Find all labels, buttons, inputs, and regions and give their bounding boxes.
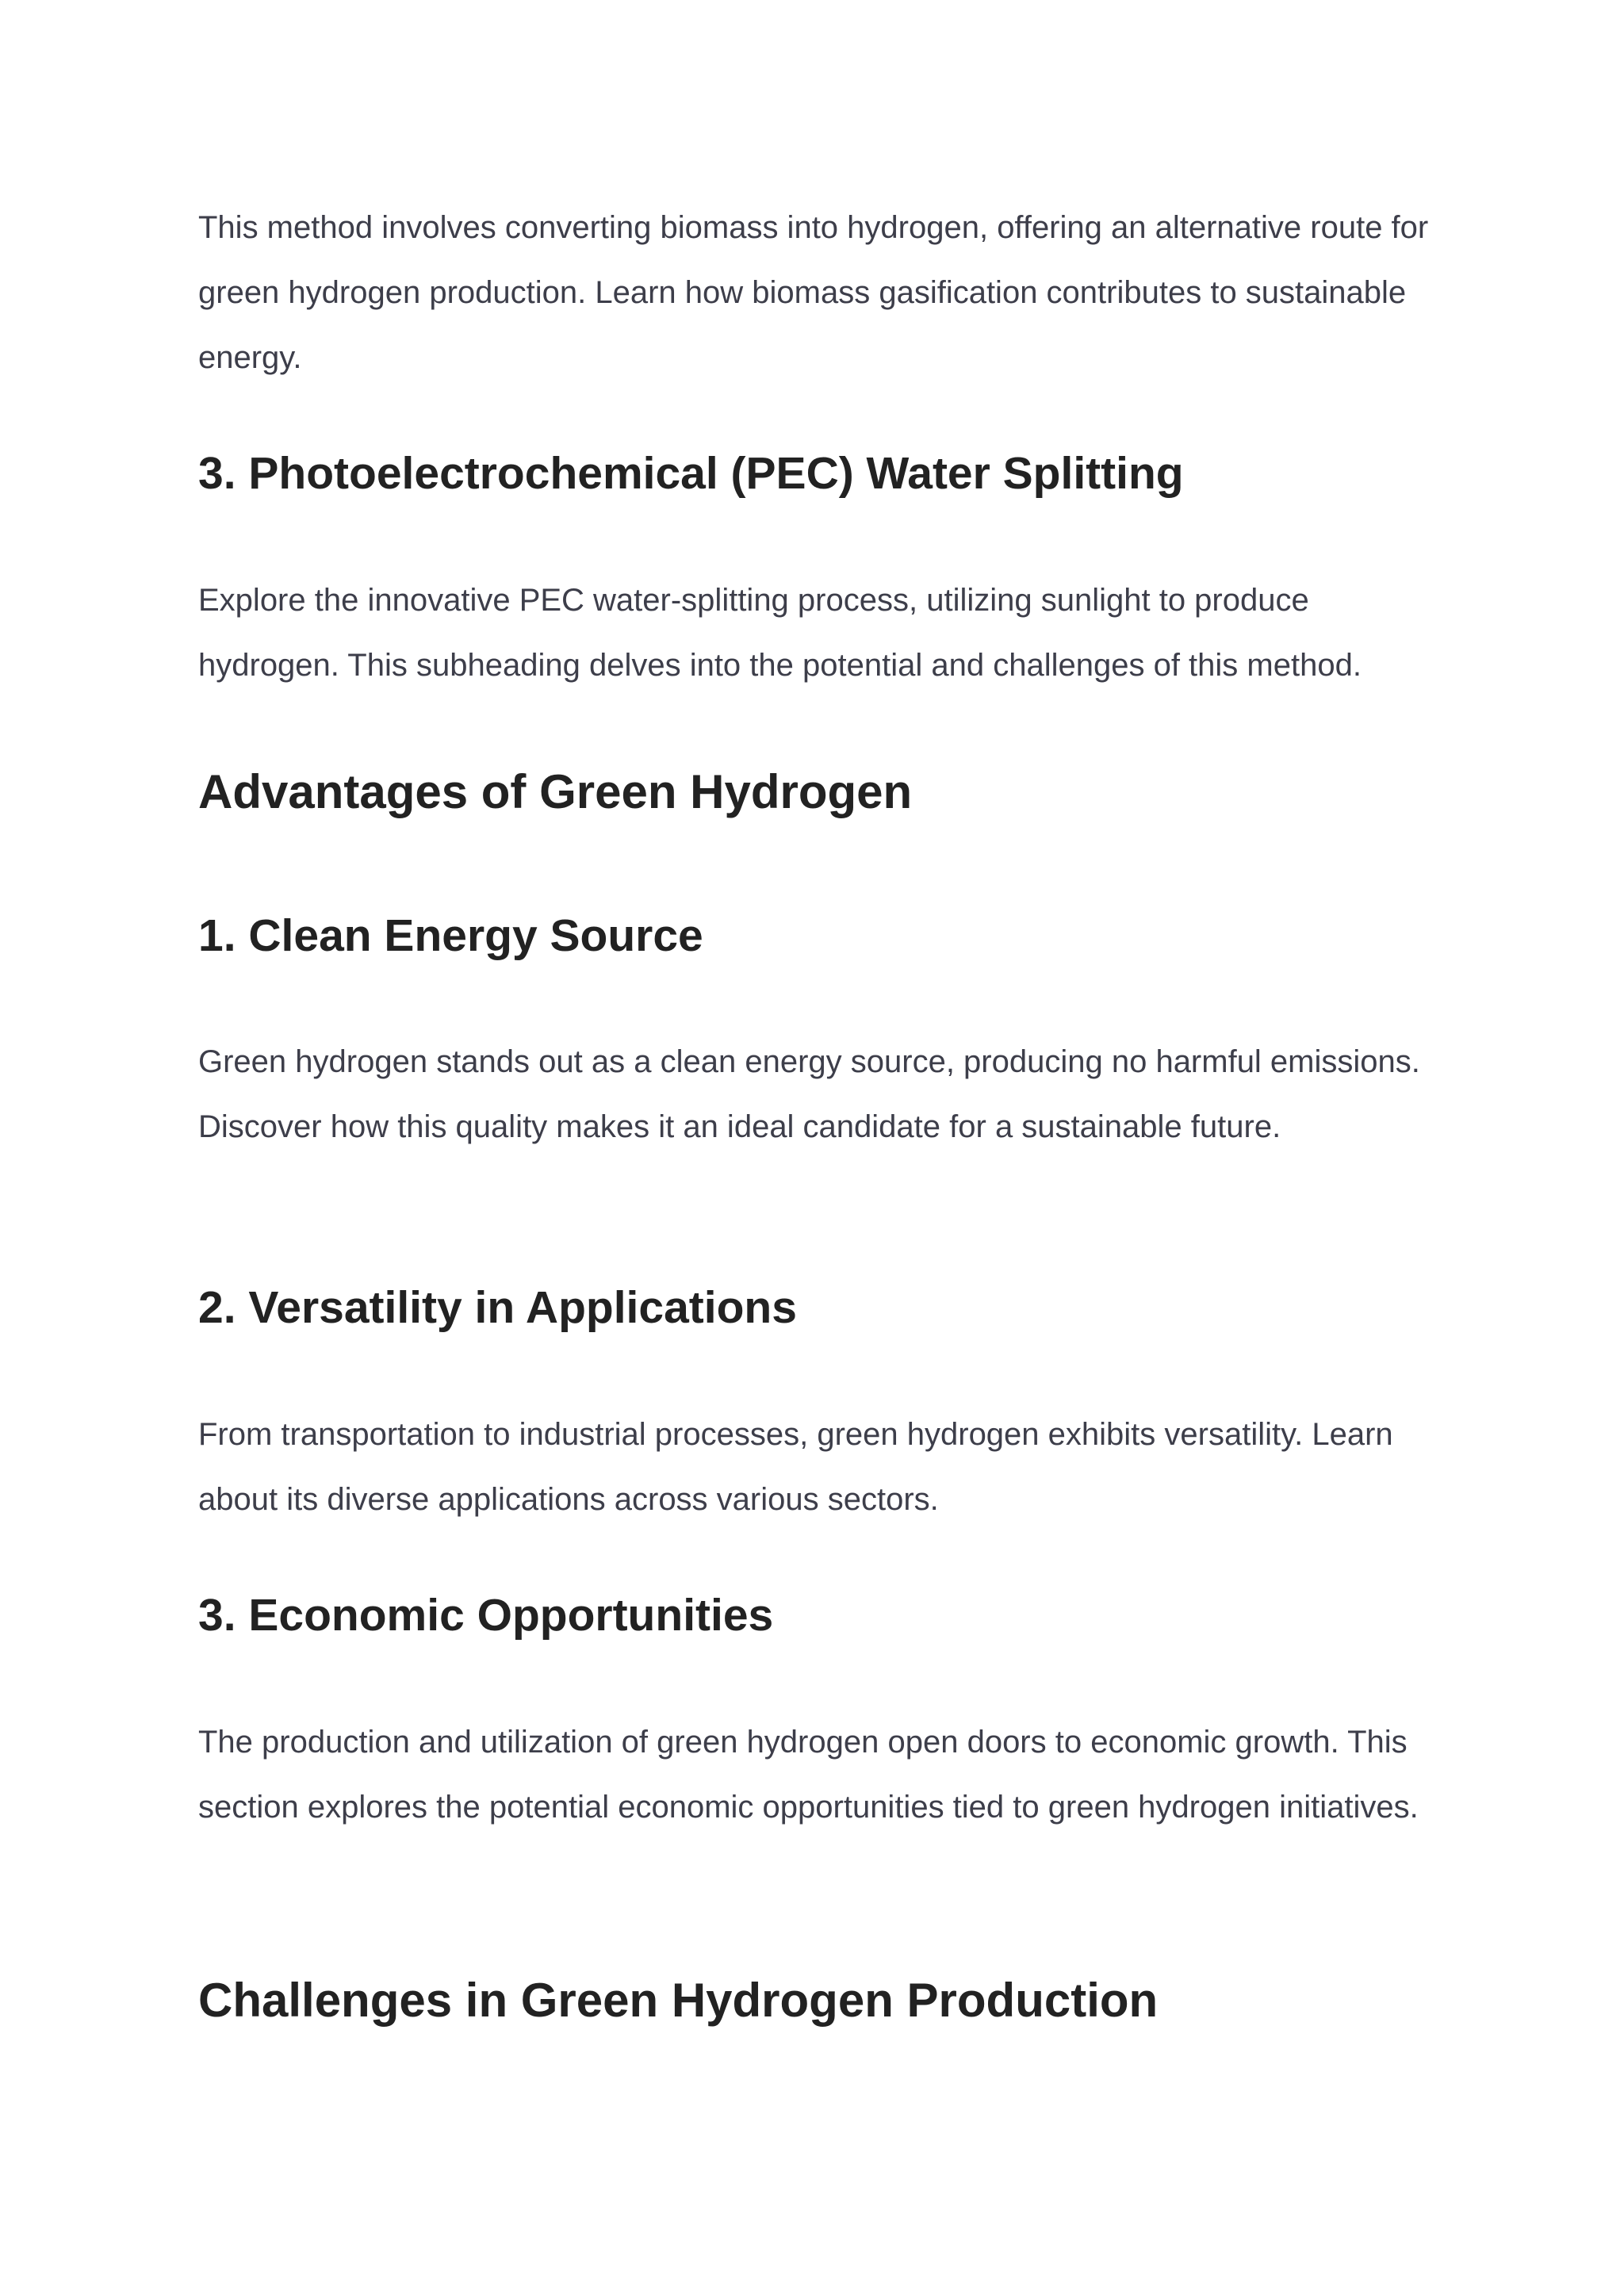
pec-paragraph: Explore the innovative PEC water-splitting process, utilizing sunlight to produce hydrogen. This subheading delves into the potential and challenges of this method. (198, 583, 1362, 683)
clean-energy-paragraph: Green hydrogen stands out as a clean energy source, producing no harmful emissions. Discover how this quality makes it an ideal candidate for a sustainable future. (198, 1044, 1420, 1144)
advantages-heading: Advantages of Green Hydrogen (198, 765, 913, 818)
economic-heading: 3. Economic Opportunities (198, 1590, 774, 1641)
challenges-heading: Challenges in Green Hydrogen Production (198, 1974, 1159, 2027)
pec-heading: 3. Photoelectrochemical (PEC) Water Splitting (198, 448, 1184, 499)
economic-paragraph: The production and utilization of green hydrogen open doors to economic growth. This section explores the potential economic opportunities tied to green hydrogen initiatives. (198, 1725, 1419, 1825)
clean-energy-heading: 1. Clean Energy Source (198, 910, 703, 961)
intro-paragraph: This method involves converting biomass into hydrogen, offering an alternative route for green hydrogen production. Learn how biomass gasification contributes to sustainable energy. (198, 210, 1429, 375)
versatility-paragraph: From transportation to industrial processes, green hydrogen exhibits versatility. Learn about its diverse applications across various sectors. (198, 1417, 1393, 1517)
versatility-heading: 2. Versatility in Applications (198, 1282, 797, 1333)
